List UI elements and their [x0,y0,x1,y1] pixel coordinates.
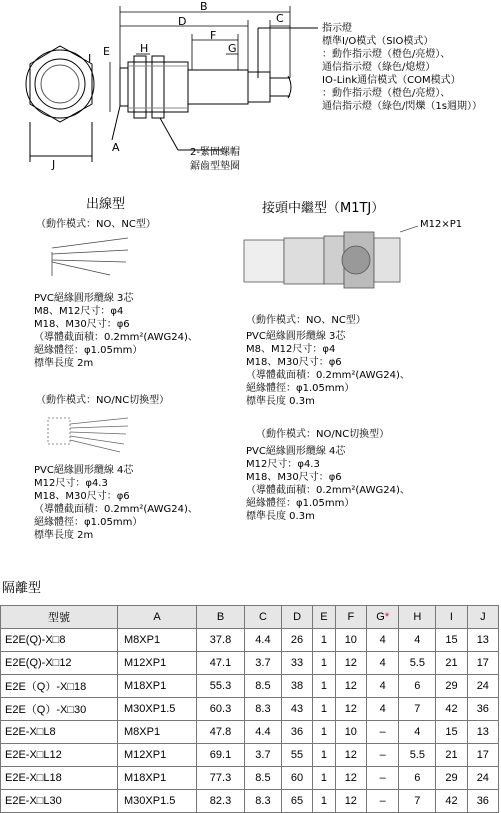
header-I: I [436,606,467,629]
cell-F: 10 [335,629,366,652]
indicator-block [248,72,270,102]
spec-line: 標準長度 0.3m [246,396,315,407]
nut-label: 2-緊固螺帽 [190,147,240,158]
table-row [1,675,499,698]
header-G-letter: G [376,611,385,623]
cell-E: 1 [313,721,335,744]
cable-type-title: 出線型 [86,197,126,212]
rear-body [188,70,248,104]
header-B: B [197,606,245,629]
outer-circle [26,50,94,118]
header-A: A [118,606,197,629]
table-row [1,790,499,813]
dim-label-H: H [140,42,149,55]
spec-line: 絕緣體徑：φ1.05mm） [34,517,143,528]
cell-I: 21 [436,652,467,675]
dim-label-C: C [276,12,284,25]
cell-J: 36 [467,790,498,813]
dim-label-I: I [88,52,92,65]
cell-G: 4 [366,698,398,721]
cell-E: 1 [313,698,335,721]
cell-I: 29 [436,767,467,790]
spec-line: 絕緣體徑：φ1.05mm） [246,498,355,509]
cell-model: E2E（Q）-X□30 [1,698,118,721]
spec-line: 絕緣體徑：φ1.05mm） [34,345,143,356]
cell-J: 13 [467,721,498,744]
table-row [1,652,499,675]
cell-model: E2E（Q）-X□18 [1,675,118,698]
spec-line: （導體截面積：0.2mm²(AWG24)、 [34,332,198,343]
cell-G: – [366,721,398,744]
cell-thread-A: M12XP1 [118,652,197,675]
cell-D: 55 [281,744,312,767]
spec-line: 標準長度 2m [34,530,94,541]
cell-I: 29 [436,675,467,698]
table-row [1,721,499,744]
connector-thread-label: M12×P1 [420,219,463,230]
cell-I: 15 [436,629,467,652]
cell-C: 8.3 [245,698,282,721]
indicator-line: 通信指示燈（綠色/熄燈） [322,62,436,73]
cell-J: 24 [467,675,498,698]
cell-B: 47.8 [197,721,245,744]
dim-label-F: F [210,29,217,42]
cell-C: 8.5 [245,767,282,790]
cell-model: E2E-X□L18 [1,767,118,790]
header-C: C [245,606,282,629]
cell-B: 82.3 [197,790,245,813]
spec-line: M18、M30尺寸：φ6 [246,472,342,483]
cell-E: 1 [313,767,335,790]
cell-J: 24 [467,767,498,790]
cell-B: 60.3 [197,698,245,721]
cable-mode-no-nc: （動作模式：NO、NC型） [36,219,156,230]
cell-model: E2E-X□L12 [1,744,118,767]
cell-D: 36 [281,721,312,744]
cell-G: 4 [366,675,398,698]
cell-B: 69.1 [197,744,245,767]
spec-line: （導體截面積：0.2mm²(AWG24)、 [34,504,198,515]
section-title: 隔離型 [2,581,42,596]
header-model: 型號 [1,606,118,629]
dimension-table [0,605,499,813]
cell-C: 4.4 [245,629,282,652]
indicator-line: ：動作指示燈（橙色/亮燈）、 [322,49,451,60]
cell-F: 12 [335,698,366,721]
cell-B: 37.8 [197,629,245,652]
header-G [366,606,398,629]
cell-F: 12 [335,767,366,790]
cell-J: 13 [467,629,498,652]
cell-J: 36 [467,698,498,721]
cell-H: 7 [399,698,436,721]
spec-line: 絕緣體徑：φ1.05mm） [246,383,355,394]
indicator-line: 指示燈 [322,23,352,34]
cell-F: 12 [335,652,366,675]
header-G-mark: * [384,611,390,623]
cell-G: – [366,744,398,767]
spec-line: PVC絕緣圓形纜線 3芯 [246,331,346,342]
cell-C: 3.7 [245,744,282,767]
cell-I: 42 [436,790,467,813]
cell-model: E2E(Q)-X□12 [1,652,118,675]
spec-line: 標準長度 0.3m [246,511,315,522]
table-header-row [1,606,499,629]
cable-stub [270,76,291,98]
spec-line: M12尺寸：φ4.3 [246,459,320,470]
connector-spec-4core [246,445,410,523]
cell-H: 5.5 [399,744,436,767]
cell-B: 55.3 [197,675,245,698]
spec-line: M18、M30尺寸：φ6 [34,491,130,502]
cell-H: 4 [399,721,436,744]
indicator-line: IO-Link通信模式（COM模式） [322,75,461,86]
thread-body [128,62,188,112]
cell-I: 15 [436,721,467,744]
header-E: E [313,606,335,629]
cell-C: 3.7 [245,652,282,675]
spec-line: PVC絕緣圓形纜線 3芯 [34,293,134,304]
cell-I: 21 [436,744,467,767]
cell-thread-A: M8XP1 [118,629,197,652]
connector-mode-switch: （動作模式：NO/NC切換型） [256,429,390,440]
cell-F: 10 [335,721,366,744]
cell-thread-A: M18XP1 [118,675,197,698]
cell-G: 4 [366,652,398,675]
spec-line: PVC絕緣圓形纜線 4芯 [34,465,134,476]
cell-E: 1 [313,652,335,675]
indicator-line: 標準I/O模式（SIO模式） [322,36,434,47]
spec-line: M8、M12尺寸：φ4 [246,344,336,355]
cell-B: 47.1 [197,652,245,675]
header-H: H [399,606,436,629]
cell-thread-A: M8XP1 [118,721,197,744]
cell-H: 4 [399,629,436,652]
dim-label-B: B [200,0,208,13]
header-F: F [335,606,366,629]
cell-B: 77.3 [197,767,245,790]
cell-E: 1 [313,675,335,698]
cell-thread-A: M30XP1.5 [118,790,197,813]
cell-E: 1 [313,790,335,813]
table-row [1,629,499,652]
spec-line: （導體截面積：0.2mm²(AWG24)、 [246,370,410,381]
connector-type-title: 接頭中繼型（M1TJ） [262,201,385,216]
dim-label-G: G [228,42,237,55]
dim-label-J: J [52,158,56,171]
dim-label-E: E [103,45,110,58]
cell-model: E2E(Q)-X□8 [1,629,118,652]
header-D: D [281,606,312,629]
table-row [1,767,499,790]
spec-line: M12尺寸：φ4.3 [34,478,108,489]
cell-D: 26 [281,629,312,652]
cell-D: 65 [281,790,312,813]
table-body [1,629,499,813]
cell-J: 17 [467,652,498,675]
connector-spec-3core [246,330,410,408]
connector-mode-no-nc: （動作模式：NO、NC型） [246,315,366,326]
cell-C: 8.5 [245,675,282,698]
cell-D: 60 [281,767,312,790]
spec-line: M8、M12尺寸：φ4 [34,306,124,317]
spec-line: PVC絕緣圓形纜線 4芯 [246,446,346,457]
cell-I: 42 [436,698,467,721]
cell-H: 6 [399,675,436,698]
cell-G: – [366,790,398,813]
inner-circle [35,59,85,109]
cell-H: 7 [399,790,436,813]
cable-spec-3core [34,292,198,370]
cell-H: 6 [399,767,436,790]
dim-label-D: D [178,15,187,28]
cell-D: 33 [281,652,312,675]
spec-line: M18、M30尺寸：φ6 [34,319,130,330]
cell-J: 17 [467,744,498,767]
cell-D: 38 [281,675,312,698]
dim-label-A: A [112,141,120,154]
spec-line: M18、M30尺寸：φ6 [246,357,342,368]
cell-G: – [366,767,398,790]
cable-mode-switch: （動作模式：NO/NC切換型） [36,395,170,406]
nut-1 [134,56,146,118]
cell-F: 12 [335,675,366,698]
indicator-description [322,22,482,113]
table-row [1,744,499,767]
cell-E: 1 [313,744,335,767]
cell-model: E2E-X□L8 [1,721,118,744]
header-J: J [467,606,498,629]
table-row [1,698,499,721]
cell-thread-A: M30XP1.5 [118,698,197,721]
indicator-line: 通信指示燈（綠色/閃爍（1s週期）） [322,101,482,112]
indicator-line: ：動作指示燈（橙色/亮燈）、 [322,88,451,99]
spec-line: （導體截面積：0.2mm²(AWG24)、 [246,485,410,496]
cell-thread-A: M18XP1 [118,767,197,790]
spec-line: 標準長度 2m [34,358,94,369]
cell-F: 12 [335,790,366,813]
nut-2 [152,56,164,118]
cell-C: 4.4 [245,721,282,744]
cell-E: 1 [313,629,335,652]
washer-label: 鋸齒型墊圈 [190,161,240,172]
cell-D: 43 [281,698,312,721]
cell-C: 8.3 [245,790,282,813]
sensor-face [120,68,128,106]
cable-spec-4core [34,464,198,542]
cell-F: 12 [335,744,366,767]
cell-thread-A: M12XP1 [118,744,197,767]
cell-G: 4 [366,629,398,652]
cell-model: E2E-X□L30 [1,790,118,813]
cell-H: 5.5 [399,652,436,675]
